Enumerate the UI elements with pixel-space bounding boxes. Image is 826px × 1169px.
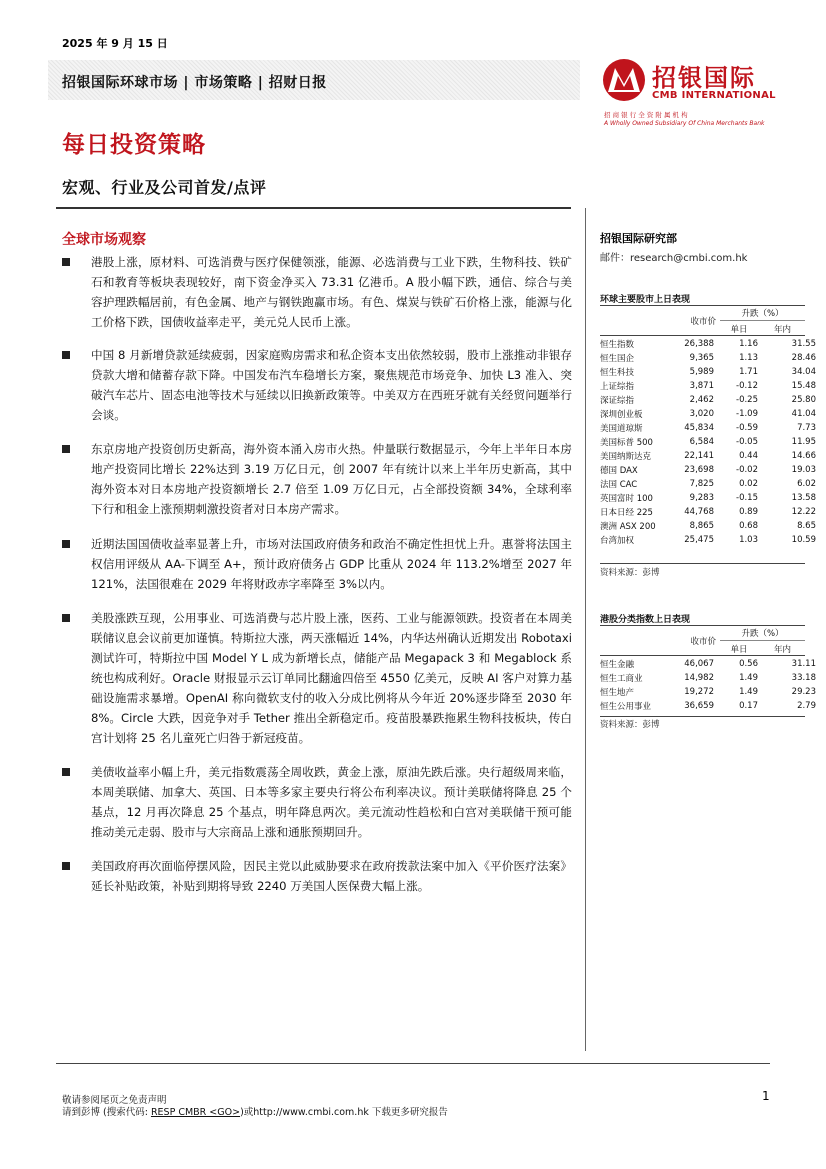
day-change: 1.16	[739, 339, 758, 349]
table-row	[598, 463, 818, 477]
day-change: -0.25	[736, 395, 758, 405]
close-value: 6,584	[689, 437, 714, 447]
close-value: 9,365	[689, 353, 714, 363]
col-change: 升跌（%）	[741, 629, 784, 639]
logo-name-en: CMB INTERNATIONAL	[652, 90, 776, 101]
day-change: 1.03	[739, 535, 758, 545]
day-change: 0.44	[739, 451, 758, 461]
title-divider	[56, 207, 571, 209]
bullet-square-icon	[62, 540, 70, 548]
bullet-square-icon	[62, 258, 70, 266]
index-name: 恒生工商业	[600, 674, 643, 684]
day-change: 1.49	[739, 673, 758, 683]
bullet-item: 中国 8 月新增贷款延续疲弱，因家庭购房需求和私企资本支出依然较弱，股市上涨推动非银存贷款大增和储蓄存款下降。中国发布汽车稳增长方案，聚焦规范市场竞争、加快 L3 准入、突破汽车芯片、固态电池等技术与延续以旧换新政策等。中美双方在西班牙就有关经贸问题举行会谈。	[62, 345, 572, 425]
logo-tagline-en: A Wholly Owned Subsidiary Of China Merchants Bank	[604, 120, 765, 127]
table-rule	[600, 625, 805, 626]
table-rule	[600, 716, 805, 717]
bullet-square-icon	[62, 614, 70, 622]
day-change: -0.02	[736, 465, 758, 475]
index-name: 深证综指	[600, 396, 635, 406]
day-change: 1.13	[739, 353, 758, 363]
ytd-change: 7.73	[797, 423, 816, 433]
close-value: 44,768	[684, 507, 714, 517]
index-name: 恒生国企	[600, 354, 635, 364]
table-row	[598, 699, 818, 713]
contact-line: 请到彭博 (搜索代码: RESP CMBR <GO>)或http://www.cmbi.com.hk 下载更多研究报告	[62, 1107, 448, 1118]
day-change: 0.56	[739, 659, 758, 669]
table-row	[598, 657, 818, 671]
col-ytd: 年内	[773, 645, 791, 655]
close-value: 46,067	[684, 659, 714, 669]
ytd-change: 8.65	[797, 521, 816, 531]
table-row	[598, 477, 818, 491]
page-number: 1	[762, 1089, 770, 1103]
col-day: 单日	[730, 325, 748, 335]
hk-index-table	[598, 657, 818, 713]
day-change: -1.09	[736, 409, 758, 419]
index-name: 美国标普 500	[600, 438, 653, 448]
ytd-change: 10.59	[791, 535, 816, 545]
ytd-change: 11.95	[791, 437, 816, 447]
col-close: 收市价	[690, 637, 716, 647]
table-rule	[720, 640, 805, 641]
bloomberg-code-link[interactable]: RESP CMBR <GO>	[150, 1107, 241, 1118]
logo-name-cn: 招银国际	[652, 64, 756, 92]
day-change: 1.71	[739, 367, 758, 377]
ytd-change: 31.11	[791, 659, 816, 669]
section-title: 全球市场观察	[62, 232, 146, 248]
ytd-change: 31.55	[791, 339, 816, 349]
day-change: 0.02	[739, 479, 758, 489]
table-row	[598, 393, 818, 407]
table-rule	[600, 335, 805, 336]
ytd-change: 2.79	[797, 701, 816, 711]
day-change: -0.59	[736, 423, 758, 433]
ytd-change: 14.66	[791, 451, 816, 461]
cmbi-logo	[600, 56, 800, 136]
logo-tagline-cn: 招 商 银 行 全 资 附 属 机 构	[604, 111, 688, 119]
table-row	[598, 421, 818, 435]
day-change: -0.12	[736, 381, 758, 391]
day-change: 0.17	[739, 701, 758, 711]
table-rule	[600, 655, 805, 656]
table-rule	[600, 563, 805, 564]
breadcrumb: 招银国际环球市场 | 市场策略 | 招财日报	[62, 75, 327, 91]
table-row	[598, 449, 818, 463]
close-value: 3,020	[689, 409, 714, 419]
bullet-square-icon	[62, 351, 70, 359]
index-name: 日本日经 225	[600, 508, 653, 518]
col-close: 收市价	[690, 317, 716, 327]
table-row	[598, 505, 818, 519]
disclaimer: 敬请参阅尾页之免责声明	[62, 1095, 167, 1106]
index-name: 法国 CAC	[600, 480, 638, 490]
index-name: 德国 DAX	[600, 466, 638, 476]
table-source: 资料来源：彭博	[600, 568, 660, 578]
ytd-change: 12.22	[791, 507, 816, 517]
bullet-item: 近期法国国债收益率显著上升，市场对法国政府债务和政治不确定性担忧上升。惠誉将法国主权信用评级从 AA-下调至 A+，预计政府债务占 GDP 比重从 2024 年 113.2%增至 2027 年 121%，法国很难在 2029 年将财政赤字率降至 3%以内。	[62, 534, 572, 594]
ytd-change: 41.04	[791, 409, 816, 419]
table-row	[598, 671, 818, 685]
table-rule	[720, 320, 805, 321]
close-value: 9,283	[689, 493, 714, 503]
day-change: -0.05	[736, 437, 758, 447]
ytd-change: 19.03	[791, 465, 816, 475]
bullet-item: 美股涨跌互现，公用事业、可选消费与芯片股上涨，医药、工业与能源领跌。投资者在本周美联储议息会议前更加谨慎。特斯拉大涨，两天涨幅近 14%，内华达州确认近期发出 Robotaxi 测试许可，特斯拉中国 Model Y L 成为新增长点，储能产品 Megapack 3 和 Megablock 系统也构成利好。Oracle 财报显示云订单同比翻逾四倍至 4550 亿美元，反映 AI 客户对算力基础设施需求暴增。OpenAI 称向微软支付的收入分成比例将从今年近 20%逐步降至 2030 年 8%。Circle 大跌，因竞争对手 Tether 推出全新稳定币。疫苗股暴跌拖累生物科技板块，传白宫计划将 25 名儿童死亡归咎于新冠疫苗。	[62, 608, 572, 748]
close-value: 26,388	[684, 339, 714, 349]
index-name: 恒生公用事业	[600, 702, 652, 712]
table-row	[598, 337, 818, 351]
bullet-item: 美国政府再次面临停摆风险，因民主党以此威胁要求在政府拨款法案中加入《平价医疗法案》延长补贴政策，补贴到期将导致 2240 万美国人医保费大幅上涨。	[62, 856, 572, 896]
table-row	[598, 533, 818, 547]
table-row	[598, 435, 818, 449]
index-name: 上证综指	[600, 382, 635, 392]
table-row	[598, 491, 818, 505]
col-change: 升跌（%）	[741, 309, 784, 319]
table-source: 资料来源：彭博	[600, 720, 660, 730]
global-table-title: 环球主要股市上日表现	[600, 295, 691, 305]
global-index-table	[598, 337, 818, 547]
bullet-item: 港股上涨，原材料、可选消费与医疗保健领涨，能源、必选消费与工业下跌，生物科技、铁矿石和教育等板块表现较好，南下资金净买入 73.31 亿港币。A 股小幅下跌，通信、综合与美容护理跌幅居前，有色金属、地产与钢铁跑赢市场。有色、煤炭与铁矿石价格上涨，能源与化工价格下跌，国债收益率走平，美元兑人民币上涨。	[62, 252, 572, 332]
index-name: 美国道琼斯	[600, 424, 643, 434]
index-name: 恒生金融	[600, 660, 635, 670]
ytd-change: 6.02	[797, 479, 816, 489]
ytd-change: 15.48	[791, 381, 816, 391]
ytd-change: 29.23	[791, 687, 816, 697]
website-link[interactable]: http://www.cmbi.com.hk	[253, 1107, 369, 1118]
day-change: 0.68	[739, 521, 758, 531]
report-title: 每日投资策略	[62, 132, 206, 158]
index-name: 英国富时 100	[600, 494, 653, 504]
bullet-item: 东京房地产投资创历史新高，海外资本涌入房市火热。仲量联行数据显示，今年上半年日本房地产投资同比增长 22%达到 3.19 万亿日元，创 2007 年有统计以来上半年历史新高，其中海外资本对日本房地产投资额增长 2.7 倍至 1.09 万亿日元，占全部投资额 34%，全球利率下行和租金上涨预期刺激投资者对日本房产需求。	[62, 439, 572, 519]
close-value: 36,659	[684, 701, 714, 711]
index-name: 恒生指数	[600, 340, 635, 350]
table-row	[598, 685, 818, 699]
ytd-change: 33.18	[791, 673, 816, 683]
bullet-square-icon	[62, 862, 70, 870]
ytd-change: 28.46	[791, 353, 816, 363]
table-row	[598, 351, 818, 365]
close-value: 23,698	[684, 465, 714, 475]
col-day: 单日	[730, 645, 748, 655]
index-name: 美国纳斯达克	[600, 452, 652, 462]
bullet-item: 美债收益率小幅上升，美元指数震荡全周收跌，黄金上涨，原油先跌后涨。央行超级周来临，本周美联储、加拿大、英国、日本等多家主要央行将公布利率决议。预计美联储将降息 25 个基点，12 月再次降息 25 个基点，明年降息两次。美元流动性趋松和白宫对美联储干预可能推动美元走弱、股市与大宗商品上涨和通胀预期回升。	[62, 762, 572, 842]
index-name: 深圳创业板	[600, 410, 643, 420]
close-value: 14,982	[684, 673, 714, 683]
table-row	[598, 379, 818, 393]
index-name: 台湾加权	[600, 536, 635, 546]
column-divider	[585, 208, 586, 1051]
close-value: 7,825	[689, 479, 714, 489]
table-rule	[600, 305, 805, 306]
market-commentary	[62, 252, 572, 909]
ytd-change: 34.04	[791, 367, 816, 377]
hk-table-title: 港股分类指数上日表现	[600, 615, 691, 625]
index-name: 澳洲 ASX 200	[600, 522, 656, 532]
close-value: 22,141	[684, 451, 714, 461]
email-link[interactable]: research@cmbi.com.hk	[630, 253, 748, 264]
ytd-change: 25.80	[791, 395, 816, 405]
close-value: 3,871	[689, 381, 714, 391]
report-subtitle: 宏观、行业及公司首发/点评	[62, 178, 267, 197]
table-row	[598, 407, 818, 421]
ytd-change: 13.58	[791, 493, 816, 503]
research-dept: 招银国际研究部	[600, 232, 677, 245]
close-value: 5,989	[689, 367, 714, 377]
report-date: 2025 年 9 月 15 日	[62, 37, 168, 50]
index-name: 恒生科技	[600, 368, 635, 378]
index-name: 恒生地产	[600, 688, 635, 698]
col-ytd: 年内	[773, 325, 791, 335]
day-change: 1.49	[739, 687, 758, 697]
bullet-square-icon	[62, 768, 70, 776]
day-change: 0.89	[739, 507, 758, 517]
table-row	[598, 519, 818, 533]
close-value: 2,462	[689, 395, 714, 405]
close-value: 19,272	[684, 687, 714, 697]
close-value: 25,475	[684, 535, 714, 545]
table-row	[598, 365, 818, 379]
close-value: 8,865	[689, 521, 714, 531]
contact-email: 邮件：research@cmbi.com.hk	[600, 253, 748, 264]
day-change: -0.15	[736, 493, 758, 503]
footer-rule	[56, 1063, 770, 1064]
close-value: 45,834	[684, 423, 714, 433]
bullet-square-icon	[62, 445, 70, 453]
